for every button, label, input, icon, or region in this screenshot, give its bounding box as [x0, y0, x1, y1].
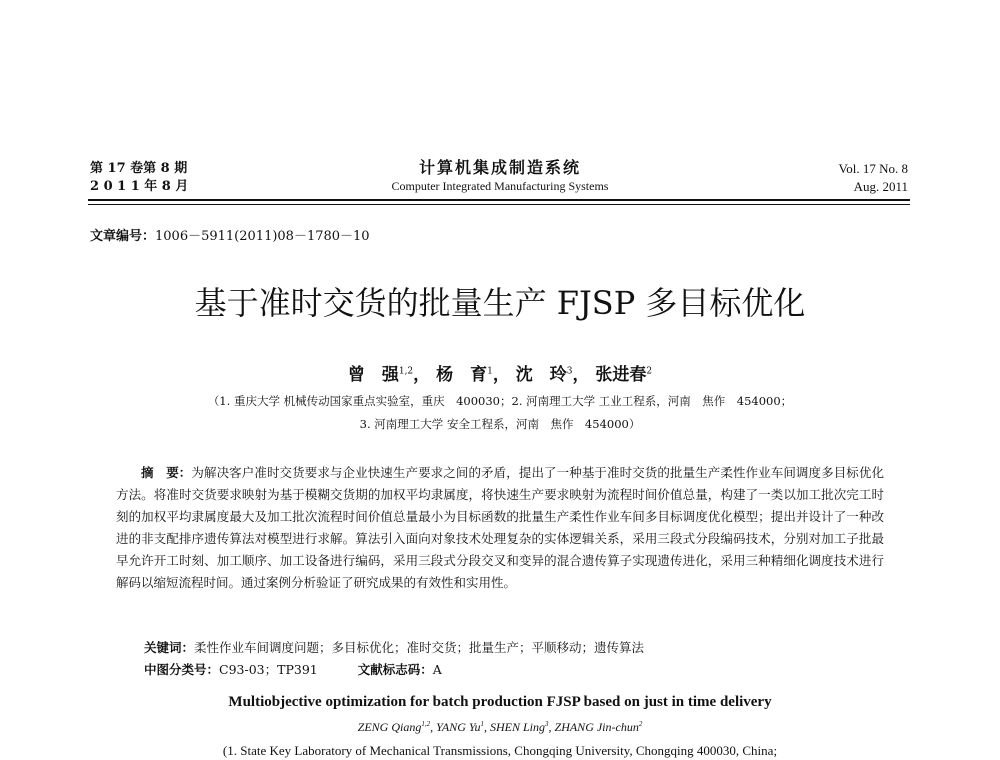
author-affiliation-mark: 3	[566, 366, 573, 377]
doc-code-label: 文献标志码：	[357, 662, 433, 677]
clc-value: C93-03；TP391	[219, 662, 318, 677]
paper-title-en: Multiobjective optimization for batch production FJSP based on just in time delivery	[228, 694, 772, 710]
abstract-cn	[116, 462, 884, 594]
keywords-text: 柔性作业车间调度问题；多目标优化；准时交货；批量生产；平顺移动；遗传算法	[194, 640, 645, 655]
author-separator: ，	[492, 365, 510, 385]
author-affiliation-mark: 2	[646, 366, 653, 377]
author-affiliation-mark: 3	[545, 720, 549, 728]
author-name: 沈 玲	[515, 365, 567, 385]
author-name-en: ZENG Qiang	[357, 720, 422, 734]
article-number-label: 文章编号：	[90, 229, 156, 244]
abstract-label: 摘 要：	[141, 465, 192, 480]
author-separator: ,	[548, 720, 555, 734]
author-name: 曾 强	[347, 365, 399, 385]
authors-en	[0, 720, 1000, 735]
author-name: 张进春	[595, 365, 647, 385]
keywords-cn	[144, 638, 644, 656]
journal-volume-cn	[90, 160, 188, 196]
author-affiliation-mark: 2	[638, 720, 643, 728]
author-separator: ，	[572, 365, 590, 385]
journal-volume-en	[839, 160, 908, 196]
author-name-en: YANG Yu	[436, 720, 481, 734]
author-affiliation-mark: 1	[480, 720, 484, 728]
paper-title-cn: 基于准时交货的批量生产 FJSP 多目标优化	[194, 284, 806, 322]
author-affiliation-mark: 1	[487, 366, 493, 377]
author-separator: ，	[413, 365, 431, 385]
author-name: 杨 育	[436, 365, 488, 385]
publication-date-en: Aug. 2011	[853, 179, 908, 194]
affiliation-en-line1: (1. State Key Laboratory of Mechanical Transmissions, Chongqing University, Chongqing 400030, China;	[222, 743, 778, 758]
header-rule-thin	[88, 204, 910, 205]
author-name-en: ZHANG Jin-chun	[554, 720, 639, 734]
doc-code-value: A	[432, 662, 442, 677]
author-separator: ,	[484, 720, 490, 734]
volume-issue-en: Vol. 17 No. 8	[838, 161, 908, 176]
header-rule-thick	[88, 199, 910, 201]
affiliations-cn-line1: （1. 重庆大学 机械传动国家重点实验室，重庆 400030；2. 河南理工大学 工业工程系，河南 焦作 454000；	[207, 394, 793, 408]
authors-cn	[0, 360, 1000, 385]
article-number	[90, 225, 370, 244]
article-number-value: 1006－5911(2011)08－1780－10	[155, 229, 370, 244]
author-separator: ,	[430, 720, 437, 734]
classification-line	[144, 660, 442, 678]
affiliations-cn-line2: 3. 河南理工大学 安全工程系，河南 焦作 454000）	[359, 417, 641, 431]
journal-name	[300, 158, 700, 195]
author-affiliation-mark: 1,2	[398, 366, 414, 377]
author-affiliation-mark: 1,2	[421, 720, 431, 728]
journal-name-cn: 计算机集成制造系统	[418, 158, 581, 177]
volume-issue-cn: 第 17 卷第 8 期	[90, 161, 188, 176]
publication-date-cn: 2 0 1 1 年 8 月	[90, 179, 189, 194]
abstract-text: 为解决客户准时交货要求与企业快速生产要求之间的矛盾，提出了一种基于准时交货的批量生产柔性作业车间调度多目标优化方法。将准时交货要求映射为基于模糊交货期的加权平均隶属度，将快速生产要求映射为流程时间价值总量，构建了一类以加工批次完工时刻的加权平均隶属度最大及加工批次流程时间价值总量最小为目标函数的批量生产柔性作业车间多目标调度优化模型；提出并设计了一种改进的非支配排序遗传算法对模型进行求解。算法引入面向对象技术处理复杂的实体逻辑关系，采用三段式分段编码技术，分别对加工子批最早允许开工时刻、加工顺序、加工设备进行编码，采用三段式分段交叉和变异的混合遗传算子实现遗传进化，采用三种精细化调度技术进行解码以缩短流程时间。通过案例分析验证了研究成果的有效性和实用性。	[116, 465, 884, 590]
journal-name-en: Computer Integrated Manufacturing Systems	[391, 179, 609, 193]
clc-label: 中图分类号：	[144, 662, 220, 677]
author-name-en: SHEN Ling	[490, 720, 546, 734]
keywords-label: 关键词：	[144, 640, 195, 655]
